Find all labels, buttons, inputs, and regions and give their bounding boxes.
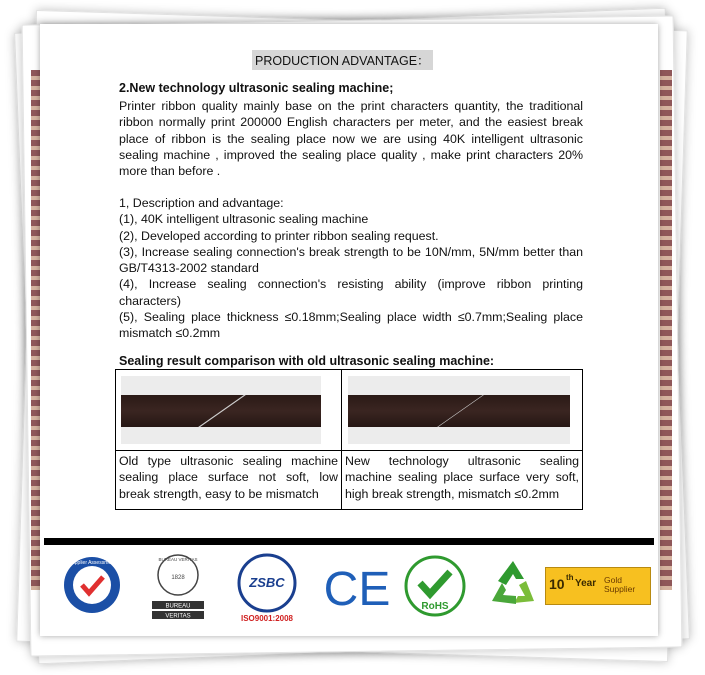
list-item: (1), 40K intelligent ultrasonic sealing machine [119, 212, 369, 227]
year-suffix: th [566, 573, 574, 582]
new-sealing-image-cell [342, 370, 583, 451]
list-item: (5), Sealing place thickness ≤0.18mm;Sealing place width ≤0.7mm;Sealing place mismatch ≤0.2mm [119, 310, 583, 341]
old-sealing-photo [121, 376, 321, 444]
ce-text: CE [324, 563, 390, 611]
new-sealing-description: New technology ultrasonic sealing machine sealing place surface very soft, high break strength, mismatch ≤0.2mm [342, 451, 583, 510]
year-word: Year [575, 578, 597, 589]
gold-supplier-badge [545, 567, 651, 605]
gold-supplier-text: Gold Supplier [604, 575, 636, 594]
rohs-icon [404, 555, 466, 617]
page-heading: PRODUCTION ADVANTAGE： [252, 50, 433, 70]
recycle-icon [484, 557, 542, 613]
list-item: (3), Increase sealing connection's break strength to be 10N/mm, 5N/mm better than GB/T4313-2002 standard [119, 244, 583, 276]
ce-mark-icon [324, 561, 390, 611]
new-sealing-photo [348, 376, 570, 444]
zsbc-iso-icon [222, 551, 312, 623]
iso-text: ISO9001:2008 [240, 614, 294, 623]
intro-paragraph: Printer ribbon quality mainly base on the print characters quantity, the traditional ribbon normally print 200000 English characters per meter, and the easiest break place of ribbon is the sealing place now we are using 40K intelligent ultrasonic sealing machine , improved the sealing place quality , make print characters 20% more than before . [119, 99, 583, 179]
old-sealing-description: Old type ultrasonic sealing machine sealing place surface not soft, low break strength, easy to be mismatch [116, 451, 342, 510]
supplier-assessment-icon [62, 555, 122, 615]
section-title: 2.New technology ultrasonic sealing machine; [119, 81, 394, 95]
old-sealing-image-cell [116, 370, 342, 451]
bureau-veritas-icon [148, 551, 208, 621]
bv-word-1: BUREAU [165, 603, 191, 610]
year-number: 10 [549, 576, 565, 592]
frame-edge-decoration [660, 70, 672, 590]
bv-word-2: VERITAS [165, 613, 191, 620]
comparison-title: Sealing result comparison with old ultrasonic sealing machine: [119, 354, 495, 368]
list-item: (4), Increase sealing connection's resisting ability (improve ribbon printing characters) [119, 277, 583, 308]
supplier-ring-text: Supplier Assessment [68, 560, 116, 566]
rohs-text: RoHS [421, 601, 449, 612]
comparison-table [115, 369, 583, 510]
bv-ring-text: BUREAU VERITAS [158, 557, 198, 562]
zsbc-text: ZSBC [249, 575, 285, 590]
list-item: (2), Developed according to printer ribbon sealing request. [119, 228, 439, 243]
bv-year: 1828 [171, 575, 185, 581]
list-item: 1, Description and advantage: [119, 196, 284, 210]
certification-badges [44, 545, 654, 625]
advantage-list [119, 195, 583, 342]
